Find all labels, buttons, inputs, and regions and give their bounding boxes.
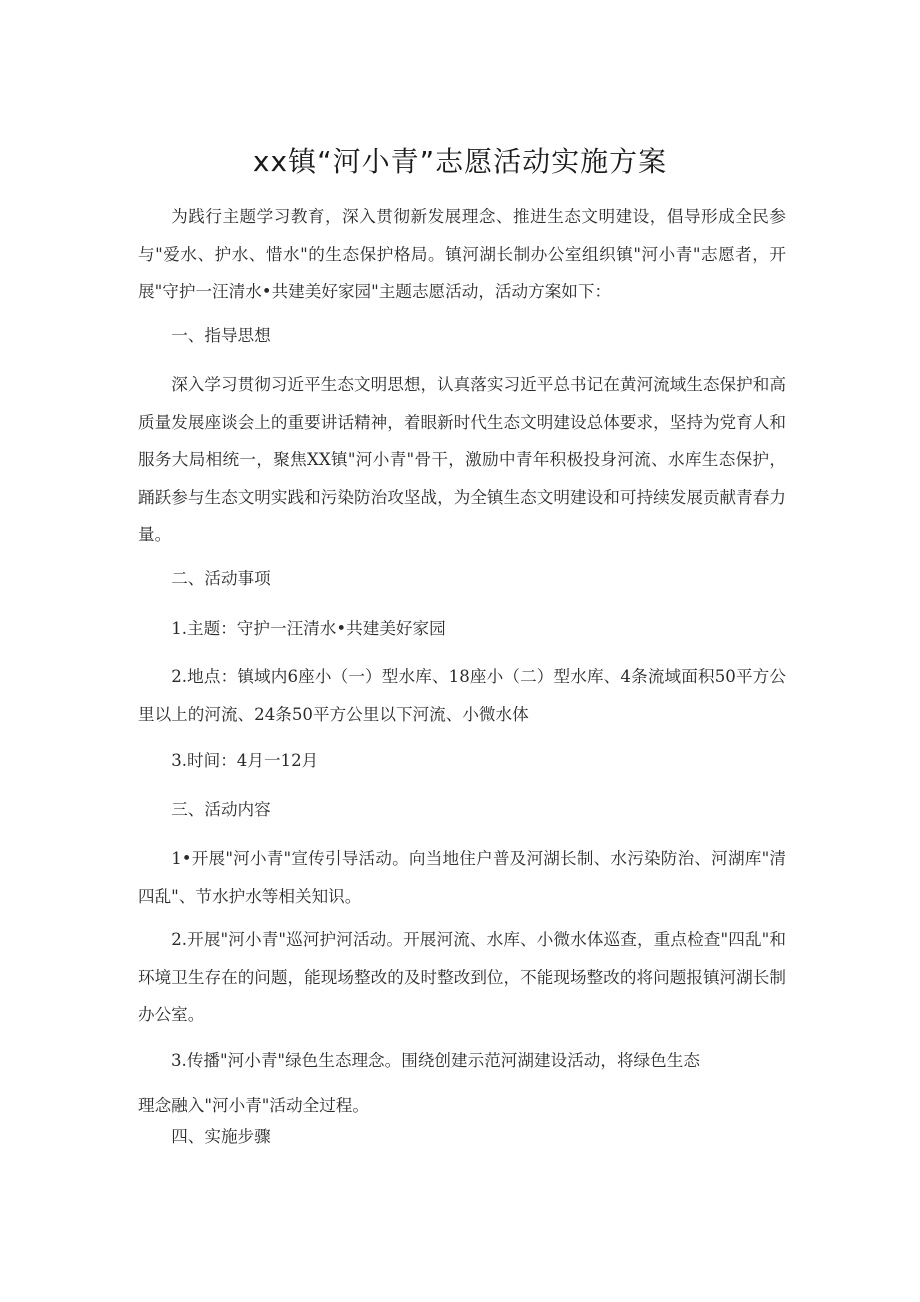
activity-place-item: 2.地点：镇域内6座小（一）型水库、18座小（二）型水库、4条流域面积50平方公里以上的河流、24条50平方公里以下河流、小微水体 <box>138 667 786 724</box>
activity-theme-item: 1.主题：守护一汪清水•共建美好家园 <box>171 619 446 638</box>
section-heading-activity-content: 三、活动内容 <box>171 800 271 819</box>
section-heading-implementation-steps: 四、实施步骤 <box>171 1127 271 1146</box>
content-item-green-concept-line2: 理念融入"河小青"活动全过程。 <box>138 1096 369 1115</box>
intro-paragraph: 为践行主题学习教育，深入贯彻新发展理念、推进生态文明建设，倡导形成全民参与"爱水、护水、惜水"的生态保护格局。镇河湖长制办公室组织镇"河小青"志愿者，开展"守护一汪清水•共建美好家园"主题志愿活动，活动方案如下： <box>138 207 786 301</box>
guiding-ideology-paragraph: 深入学习贯彻习近平生态文明思想，认真落实习近平总书记在黄河流域生态保护和高质量发展座谈会上的重要讲话精神，着眼新时代生态文明建设总体要求，坚持为党育人和服务大局相统一，聚焦XX镇"河小青"骨干，激励中青年积极投身河流、水库生态保护，踊跃参与生态文明实践和污染防治攻坚战，为全镇生态文明建设和可持续发展贡献青春力量。 <box>138 375 786 544</box>
content-item-patrol: 2.开展"河小青"巡河护河活动。开展河流、水库、小微水体巡查，重点检查"四乱"和环境卫生存在的问题，能现场整改的及时整改到位，不能现场整改的将问题报镇河湖长制办公室。 <box>138 930 786 1024</box>
section-heading-activity-items: 二、活动事项 <box>171 569 271 588</box>
document-title: xx镇“河小青”志愿活动实施方案 <box>252 145 668 178</box>
content-item-green-concept-line1: 3.传播"河小青"绿色生态理念。围绕创建示范河湖建设活动，将绿色生态 <box>171 1051 700 1070</box>
section-heading-guiding-ideology: 一、指导思想 <box>171 326 271 345</box>
content-item-publicity: 1•开展"河小青"宣传引导活动。向当地住户普及河湖长制、水污染防治、河湖库"清四乱"、节水护水等相关知识。 <box>138 849 786 906</box>
activity-time-item: 3.时间：4月一12月 <box>171 751 319 770</box>
